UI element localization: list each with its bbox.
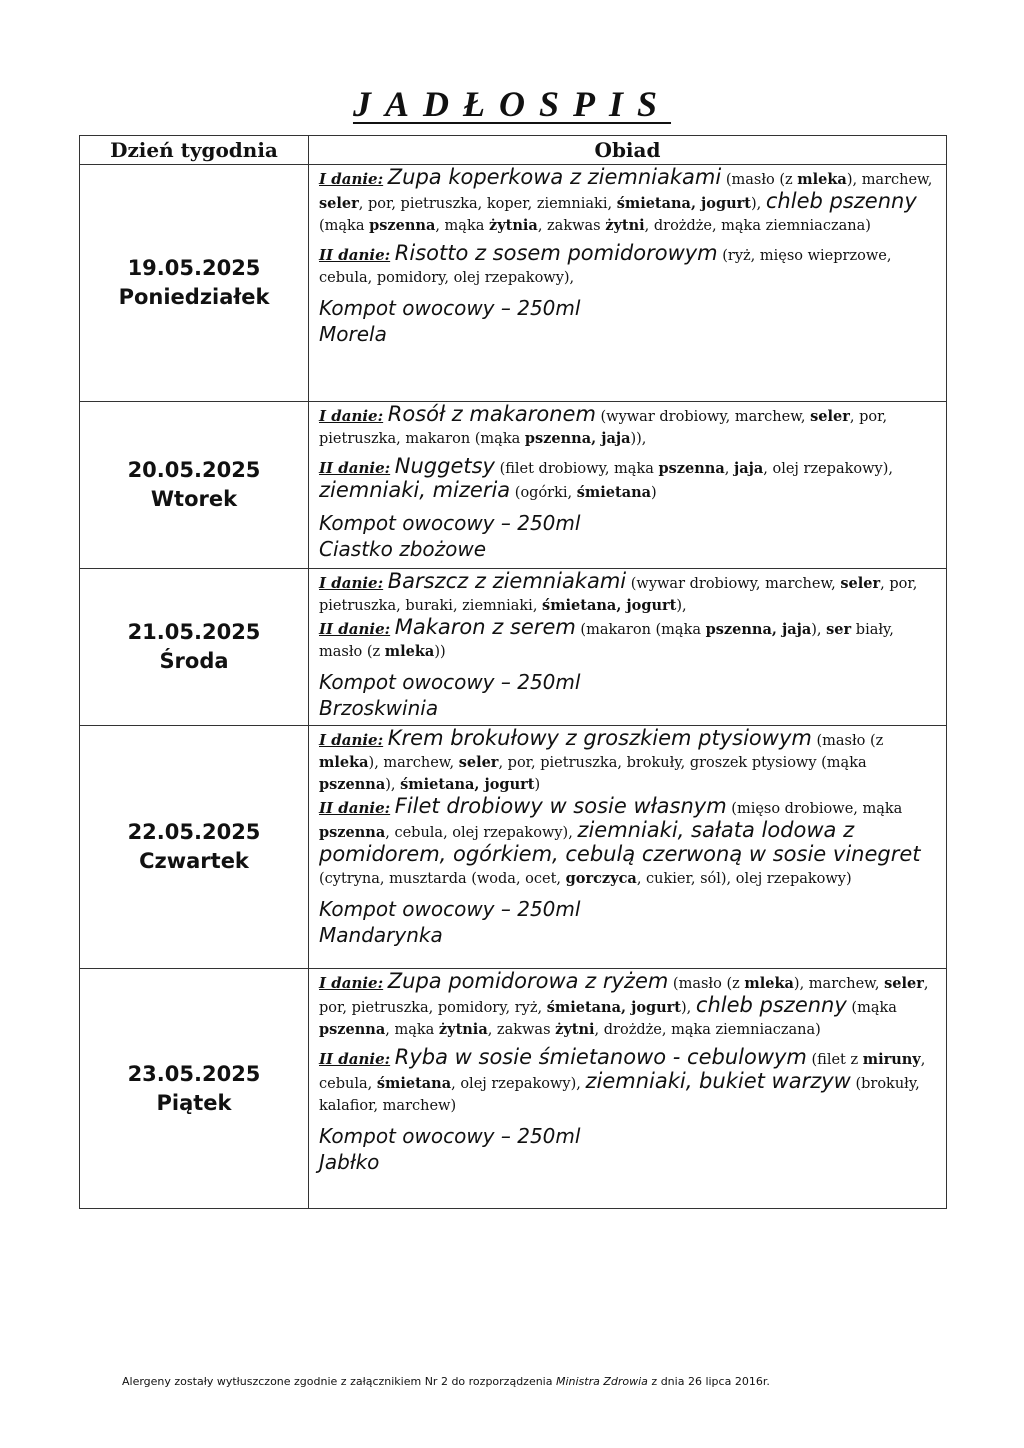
day-name: Wtorek: [150, 487, 238, 511]
course-label: II danie:: [319, 799, 391, 817]
dish-name: ziemniaki, sałata lodowa z pomidorem, ogórkiem, cebulą czerwoną w sosie vinegret: [319, 818, 921, 866]
allergen-text: śmietana: [576, 484, 652, 501]
allergen-text: jaja: [733, 460, 764, 477]
day-date: 20.05.2025: [127, 458, 261, 482]
course-label: I danie:: [319, 170, 384, 188]
table-row: [80, 969, 947, 1209]
allergen-text: śmietana, jogurt: [616, 195, 751, 212]
course-label: II danie:: [319, 459, 391, 477]
allergen-text: ser: [826, 621, 852, 638]
allergen-text: pszenna: [369, 217, 436, 234]
course-paragraph: [319, 571, 938, 663]
kompot-line: Kompot owocowy – 250ml: [319, 296, 581, 320]
allergen-text: śmietana, jogurt: [542, 597, 677, 614]
table-row: [80, 569, 947, 726]
ingredients-text: , olej rzepakowy),: [763, 461, 893, 477]
ingredients-text: ), marchew,: [846, 172, 933, 188]
day-name: Poniedziałek: [118, 285, 270, 309]
allergen-text: śmietana: [376, 1075, 452, 1092]
course-label: I danie:: [319, 974, 384, 992]
allergen-text: miruny: [862, 1051, 921, 1068]
kompot-line: Kompot owocowy – 250ml: [319, 511, 581, 535]
ingredients-text: ),: [751, 196, 766, 212]
dish-name: Filet drobiowy w sosie własnym: [394, 794, 727, 818]
ingredients-text: (ryż, mięso wieprzowe, cebula, pomidory, olej rzepakowy),: [319, 248, 892, 286]
allergen-text: gorczyca: [565, 870, 637, 887]
menu-table: [79, 135, 947, 1209]
ingredients-text: , por, pietruszka, makaron (mąka: [319, 409, 888, 447]
allergen-text: pszenna: [319, 824, 386, 841]
table-row: [80, 726, 947, 969]
allergen-text: żytni: [555, 1021, 595, 1038]
dessert-line: Morela: [319, 322, 387, 346]
course-label: I danie:: [319, 407, 384, 425]
day-name: Czwartek: [139, 849, 249, 873]
ingredients-text: , por, pietruszka, koper, ziemniaki,: [358, 196, 617, 212]
table-row: [80, 165, 947, 402]
dish-name: Risotto z sosem pomidorowym: [394, 241, 718, 265]
meal-cell: [309, 402, 947, 569]
course-label: I danie:: [319, 574, 384, 592]
ingredients-text: (mięso drobiowe, mąka: [726, 801, 903, 817]
ingredients-text: biały, masło (z: [319, 622, 894, 660]
dish-name: ziemniaki, mizeria: [319, 478, 511, 502]
kompot-line: Kompot owocowy – 250ml: [319, 897, 581, 921]
ingredients-text: , drożdże, mąka ziemniaczana): [644, 218, 871, 234]
allergen-text: seler: [884, 975, 924, 992]
allergen-text: seler: [458, 754, 499, 771]
day-cell: [80, 402, 309, 569]
ingredients-text: , cebula, olej rzepakowy),: [385, 825, 578, 841]
course-paragraph: [319, 167, 938, 237]
course-paragraph: [319, 728, 938, 890]
day-date: 22.05.2025: [127, 820, 261, 844]
ingredients-text: ),: [385, 777, 401, 793]
ingredients-text: , por, pietruszka, brokuły, groszek ptysiowy (mąka: [498, 755, 867, 771]
ingredients-text: (masło (z: [721, 172, 798, 188]
ingredients-text: , por, pietruszka, buraki, ziemniaki,: [319, 576, 918, 614]
dish-name: Makaron z serem: [394, 615, 576, 639]
allergen-text: mleka: [797, 171, 847, 188]
course-paragraph: [319, 456, 938, 504]
course-paragraph: [319, 404, 938, 450]
day-name: Środa: [159, 649, 229, 673]
allergen-text: mleka: [319, 754, 369, 771]
kompot-line: Kompot owocowy – 250ml: [319, 670, 581, 694]
allergen-text: żytnia: [489, 217, 538, 234]
course-label: I danie:: [319, 731, 384, 749]
allergen-text: seler: [319, 195, 359, 212]
day-cell: [80, 726, 309, 969]
allergen-text: pszenna: [658, 460, 725, 477]
allergen-text: pszenna, jaja: [524, 430, 631, 447]
ingredients-text: ): [534, 777, 541, 793]
ingredients-text: ),: [681, 1000, 696, 1016]
ingredients-text: (cytryna, musztarda (woda, ocet,: [319, 871, 566, 887]
ingredients-text: (masło (z: [668, 976, 745, 992]
ingredients-text: , cebula,: [319, 1052, 926, 1092]
footer-note: Alergeny zostały wytłuszczone zgodnie z załącznikiem Nr 2 do rozporządzenia Ministra Zdrowia z dnia 26 lipca 2016r.: [122, 1375, 770, 1388]
ingredients-text: (brokuły, kalafior, marchew): [319, 1076, 920, 1114]
meal-cell: [309, 969, 947, 1209]
dish-name: Ryba w sosie śmietanowo - cebulowym: [394, 1045, 807, 1069]
day-cell: [80, 569, 309, 726]
day-name: Piątek: [156, 1090, 232, 1115]
dish-name: Krem brokułowy z groszkiem ptysiowym: [387, 726, 812, 750]
meal-cell: [309, 726, 947, 969]
ingredients-text: (wywar drobiowy, marchew,: [626, 576, 841, 592]
day-date: 23.05.2025: [127, 1061, 261, 1086]
course-paragraph: [319, 1047, 938, 1117]
ingredients-text: ),: [811, 622, 827, 638]
allergen-text: śmietana, jogurt: [546, 999, 682, 1016]
ingredients-text: (filet z: [806, 1052, 863, 1068]
ingredients-text: (masło (z: [811, 733, 884, 749]
dessert-line: Ciastko zbożowe: [319, 537, 487, 561]
ingredients-text: , olej rzepakowy),: [451, 1076, 586, 1092]
ingredients-text: , cukier, sól), olej rzepakowy): [636, 871, 852, 887]
ingredients-text: ), marchew,: [368, 755, 459, 771]
ingredients-text: (wywar drobiowy, marchew,: [595, 409, 811, 425]
ingredients-text: )): [434, 644, 446, 660]
header-day: Dzień tygodnia: [80, 136, 309, 165]
allergen-text: mleka: [744, 975, 794, 992]
dish-name: chleb pszenny: [765, 189, 917, 213]
allergen-text: seler: [810, 408, 850, 425]
dish-name: Barszcz z ziemniakami: [387, 569, 627, 593]
ingredients-text: ,: [724, 461, 734, 477]
ingredients-text: , mąka: [385, 1022, 439, 1038]
kompot-line: Kompot owocowy – 250ml: [319, 1124, 581, 1148]
dish-name: ziemniaki, bukiet warzyw: [585, 1069, 851, 1093]
ingredients-text: (filet drobiowy, mąka: [494, 461, 659, 477]
course-label: II danie:: [319, 620, 391, 638]
dish-name: Zupa pomidorowa z ryżem: [387, 969, 669, 993]
ingredients-text: (mąka: [319, 218, 370, 234]
allergen-text: pszenna: [319, 1021, 386, 1038]
ingredients-text: (makaron (mąka: [575, 622, 706, 638]
ingredients-text: , por, pietruszka, pomidory, ryż,: [319, 976, 929, 1016]
ingredients-text: ), marchew,: [793, 976, 885, 992]
course-label: II danie:: [319, 1050, 391, 1068]
meal-cell: [309, 165, 947, 402]
day-date: 19.05.2025: [127, 256, 261, 280]
ingredients-text: , drożdże, mąka ziemniaczana): [594, 1022, 821, 1038]
ingredients-text: ),: [676, 598, 687, 614]
ingredients-text: , zakwas: [537, 218, 606, 234]
ingredients-text: )),: [630, 431, 647, 447]
dish-name: Nuggetsy: [394, 454, 495, 478]
course-label: II danie:: [319, 246, 391, 264]
ingredients-text: ): [651, 485, 657, 501]
dish-name: Zupa koperkowa z ziemniakami: [387, 165, 722, 189]
allergen-text: mleka: [384, 643, 435, 660]
day-cell: [80, 165, 309, 402]
allergen-text: seler: [840, 575, 881, 592]
table-row: [80, 402, 947, 569]
dessert-line: Mandarynka: [319, 923, 443, 947]
allergen-text: śmietana, jogurt: [400, 776, 535, 793]
course-paragraph: [319, 243, 938, 289]
course-paragraph: [319, 971, 938, 1041]
dessert-line: Jabłko: [319, 1150, 380, 1174]
allergen-text: żytni: [605, 217, 645, 234]
ingredients-text: (mąka: [846, 1000, 897, 1016]
allergen-text: pszenna: [319, 776, 386, 793]
header-meal: Obiad: [309, 136, 947, 165]
allergen-text: żytnia: [438, 1021, 488, 1038]
meal-cell: [309, 569, 947, 726]
day-date: 21.05.2025: [127, 620, 261, 644]
ingredients-text: , zakwas: [487, 1022, 556, 1038]
dessert-line: Brzoskwinia: [319, 696, 439, 720]
allergen-text: pszenna, jaja: [705, 621, 812, 638]
dish-name: Rosół z makaronem: [387, 402, 596, 426]
dish-name: chleb pszenny: [695, 993, 847, 1017]
table-header-row: [80, 136, 947, 165]
ingredients-text: (ogórki,: [510, 485, 577, 501]
page-title: JADŁOSPIS: [352, 84, 672, 124]
ingredients-text: , mąka: [435, 218, 489, 234]
day-cell: [80, 969, 309, 1209]
